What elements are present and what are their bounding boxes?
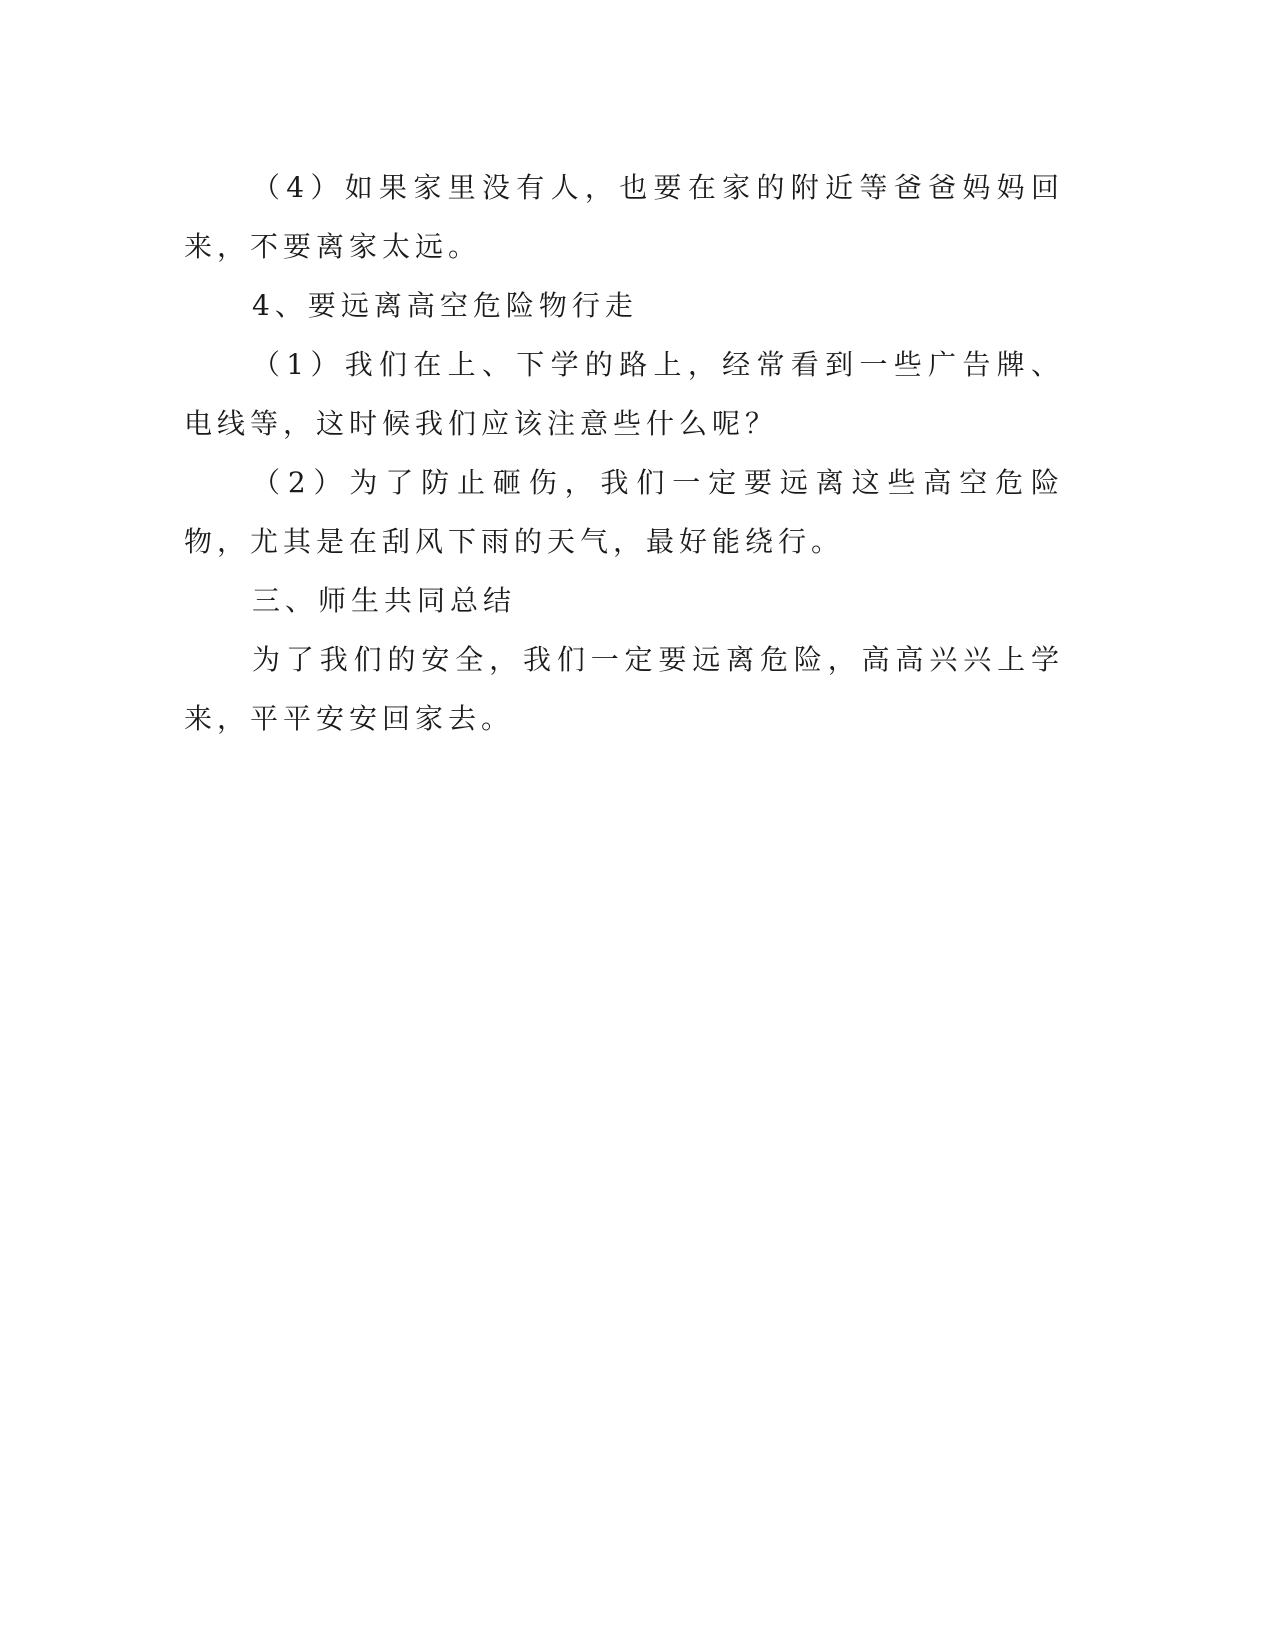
section-heading-summary: 三、师生共同总结 xyxy=(252,584,517,617)
paragraph-avoid-injury: （2）为了防止砸伤，我们一定要远离这些高空危险物，尤其是在刮风下雨的天气，最好能绕行。 xyxy=(184,466,1064,558)
paragraph-conclusion: 为了我们的安全，我们一定要远离危险，高高兴兴上学来，平平安安回家去。 xyxy=(184,643,1064,735)
section-heading-avoid-overhead-hazards: 4、要远离高空危险物行走 xyxy=(252,289,638,322)
document-body xyxy=(184,158,1064,748)
paragraph-question-on-the-way: （1）我们在上、下学的路上，经常看到一些广告牌、电线等，这时候我们应该注意些什么呢？ xyxy=(184,348,1064,440)
paragraph-stay-near-home: （4）如果家里没有人，也要在家的附近等爸爸妈妈回来，不要离家太远。 xyxy=(184,171,1064,263)
